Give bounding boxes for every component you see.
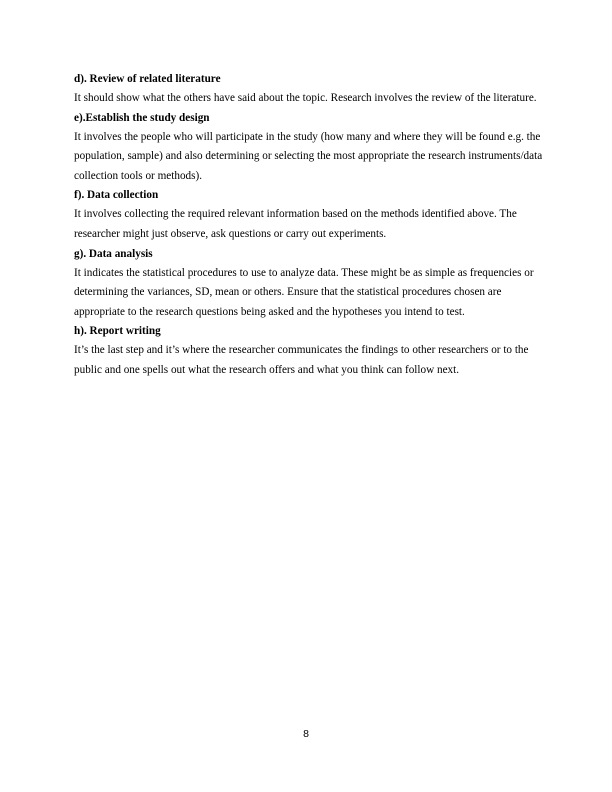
section-heading: e).Establish the study design bbox=[74, 111, 210, 124]
page-number: 8 bbox=[303, 728, 309, 740]
section-paragraph: It’s the last step and it’s where the researcher communicates the findings to other researchers or to the public and one spells out what the research offers and what you think can follow next. bbox=[74, 344, 529, 376]
section-heading: g). Data analysis bbox=[74, 247, 153, 260]
section-data-analysis bbox=[74, 245, 544, 323]
section-paragraph: It involves the people who will participate in the study (how many and where they will be found e.g. the population, sample) and also determining or selecting the most appropriate the research instruments/data collection tools or methods). bbox=[74, 130, 543, 182]
section-paragraph: It should show what the others have said about the topic. Research involves the review of the literature. bbox=[74, 92, 537, 104]
section-study-design bbox=[74, 109, 544, 187]
section-heading: f). Data collection bbox=[74, 189, 159, 202]
section-paragraph: It indicates the statistical procedures to use to analyze data. These might be as simple as frequencies or determining the variances, SD, mean or others. Ensure that the statistical procedures chosen are appropriate to the research questions being asked and the hypotheses you intend to test. bbox=[74, 266, 534, 318]
section-data-collection bbox=[74, 186, 544, 244]
section-paragraph: It involves collecting the required relevant information based on the methods identified above. The researcher might just observe, ask questions or carry out experiments. bbox=[74, 208, 517, 240]
section-report-writing bbox=[74, 322, 544, 380]
document-body bbox=[74, 70, 544, 381]
section-heading: d). Review of related literature bbox=[74, 73, 221, 85]
section-review-literature bbox=[74, 70, 544, 109]
section-heading: h). Report writing bbox=[74, 325, 161, 338]
